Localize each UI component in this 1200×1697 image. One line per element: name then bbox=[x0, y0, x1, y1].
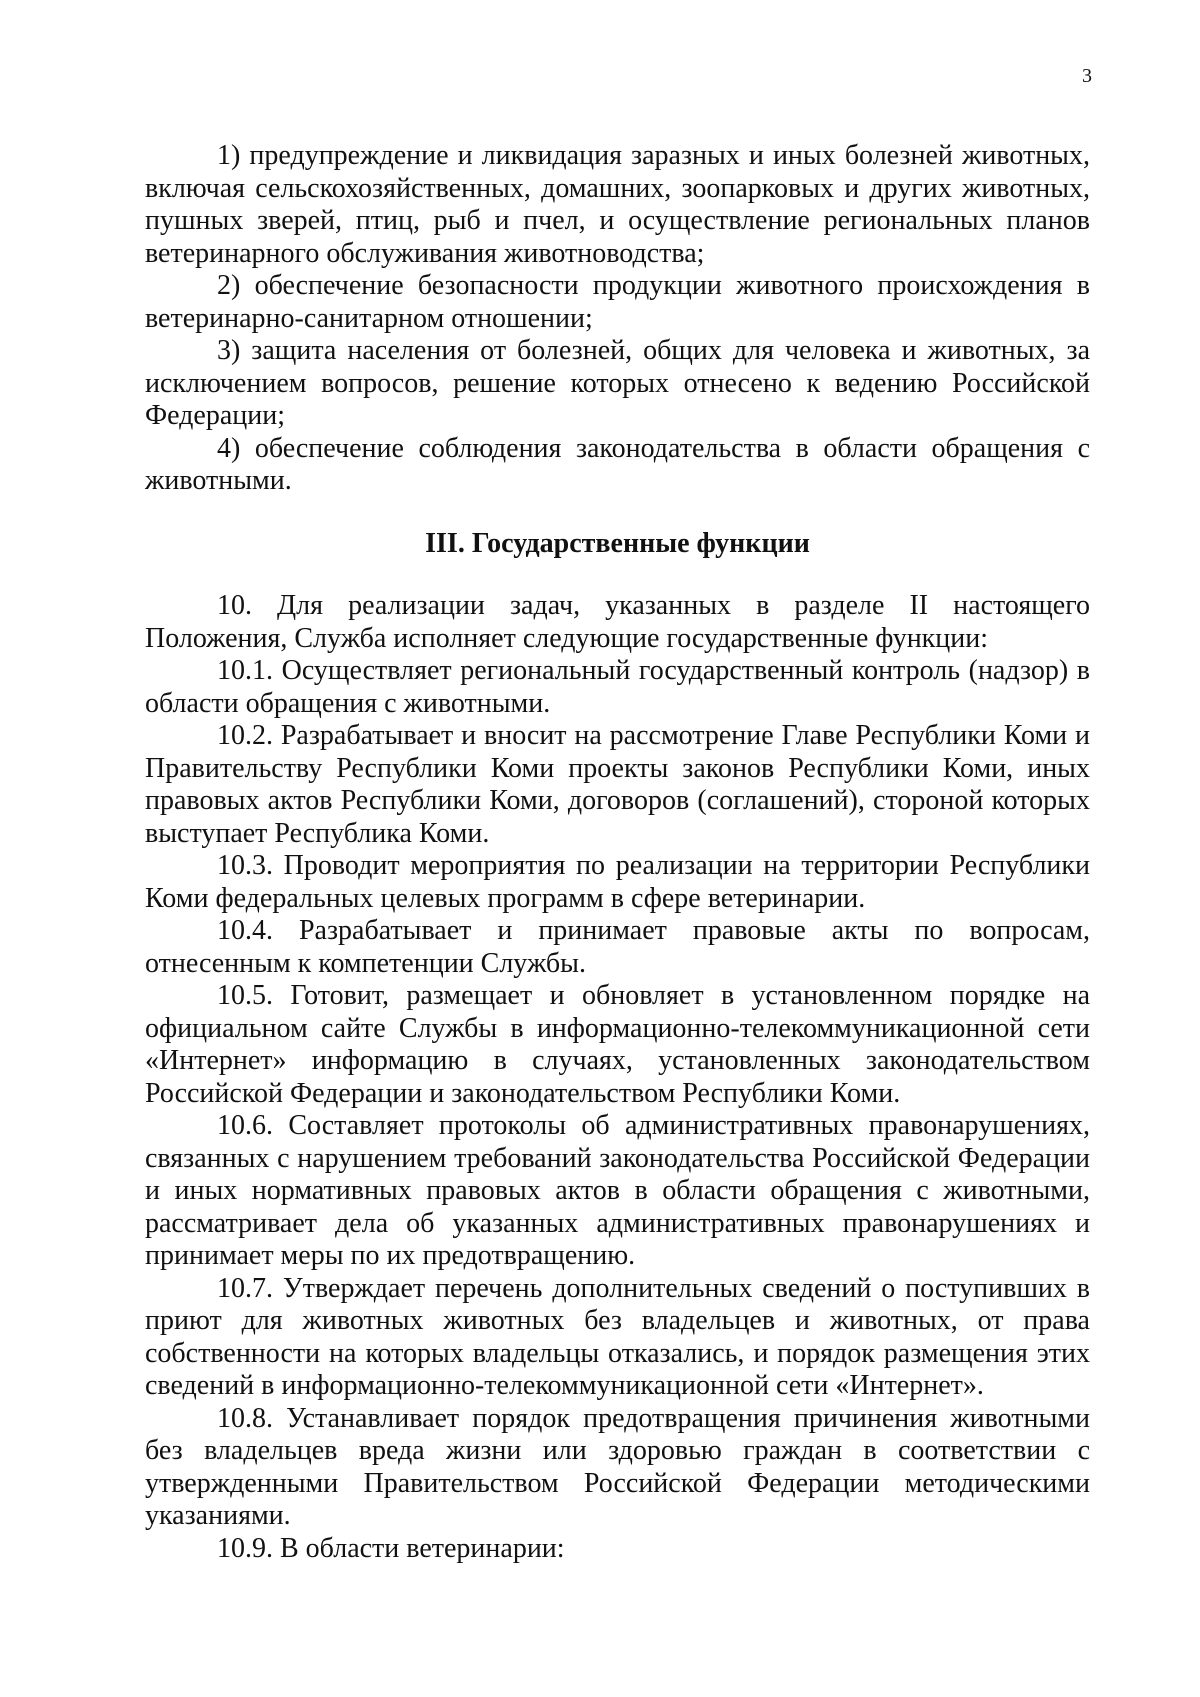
paragraph: 10.9. В области ветеринарии: bbox=[217, 1532, 565, 1564]
list-item: 4) обеспечение соблюдения законодательства в области обращения с животными. bbox=[145, 432, 1090, 496]
paragraph: 10. Для реализации задач, указанных в разделе II настоящего Положения, Служба исполняет следующие государственные функции: bbox=[145, 590, 1090, 654]
paragraph: 10.6. Составляет протоколы об административных правонарушениях, связанных с нарушением требований законодательства Российской Федерации и иных нормативных правовых актов в области обращения с животными, рассматривает дела об указанных административных правонарушениях и принимает меры по их предотвращению. bbox=[145, 1110, 1090, 1271]
paragraph: 10.1. Осуществляет региональный государственный контроль (надзор) в области обращения с животными. bbox=[145, 655, 1090, 719]
list-item: 1) предупреждение и ликвидация заразных и иных болезней животных, включая сельскохозяйственных, домашних, зоопарковых и других животных, пушных зверей, птиц, рыб и пчел, и осуществление региональных планов ветеринарного обслуживания животноводства; bbox=[145, 140, 1090, 269]
list-item: 3) защита населения от болезней, общих для человека и животных, за исключением вопросов, решение которых отнесено к ведению Российской Федерации; bbox=[145, 335, 1090, 431]
paragraph: 10.3. Проводит мероприятия по реализации на территории Республики Коми федеральных целевых программ в сфере ветеринарии. bbox=[145, 850, 1090, 914]
paragraph: 10.7. Утверждает перечень дополнительных сведений о поступивших в приют для животных животных без владельцев и животных, от права собственности на которых владельцы отказались, и порядок размещения этих сведений в информационно-телекоммуникационной сети «Интернет». bbox=[145, 1272, 1090, 1401]
paragraph: 10.2. Разрабатывает и вносит на рассмотрение Главе Республики Коми и Правительству Республики Коми проекты законов Республики Коми, иных правовых актов Республики Коми, договоров (соглашений), стороной которых выступает Республика Коми. bbox=[145, 720, 1090, 849]
paragraph: 10.8. Устанавливает порядок предотвращения причинения животными без владельцев вреда жизни или здоровью граждан в соответствии с утвержденными Правительством Российской Федерации методическими указаниями. bbox=[145, 1402, 1090, 1531]
list-item: 2) обеспечение безопасности продукции животного происхождения в ветеринарно-санитарном отношении; bbox=[145, 270, 1090, 334]
paragraph: 10.4. Разрабатывает и принимает правовые акты по вопросам, отнесенным к компетенции Службы. bbox=[145, 915, 1090, 979]
paragraph: 10.5. Готовит, размещает и обновляет в установленном порядке на официальном сайте Службы в информационно-телекоммуникационной сети «Интернет» информацию в случаях, установленных законодательством Российской Федерации и законодательством Республики Коми. bbox=[145, 980, 1090, 1109]
section-title: III. Государственные функции bbox=[425, 527, 810, 559]
page-number: 3 bbox=[1082, 65, 1092, 87]
document-body bbox=[145, 140, 1090, 1565]
